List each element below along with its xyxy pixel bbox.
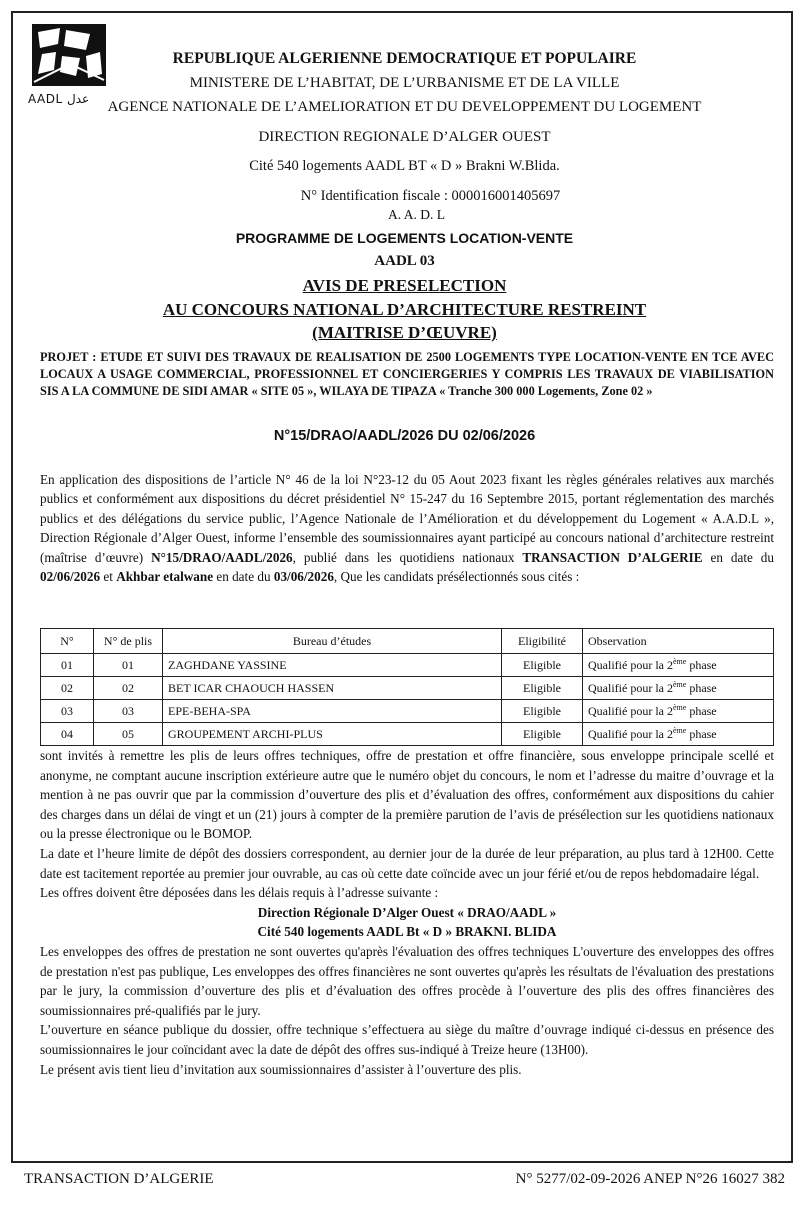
aadl-03-heading: AADL 03	[374, 253, 435, 269]
body-text	[40, 746, 774, 1079]
table-cell: BET ICAR CHAOUCH HASSEN	[163, 677, 502, 700]
deposit-address-line-2: Cité 540 logements AADL Bt « D » BRAKNI. BLIDA	[257, 924, 557, 940]
table-row	[41, 700, 774, 723]
table-header: Bureau d’études	[163, 629, 502, 654]
table-cell: 05	[94, 723, 163, 746]
table-row	[41, 723, 774, 746]
notice-subtitle-2: (MAITRISE D’ŒUVRE)	[312, 323, 497, 342]
table-header: Observation	[583, 629, 774, 654]
intro-paragraph: En application des dispositions de l’article N° 46 de la loi N°23-12 du 05 Aout 2023 fixant les règles générales relatives aux marchés publics et conformément aux dispositions du décret présidentiel N° 15-247 du 16 Septembre 2015, portant réglementation des marchés publics et des délégations du service public, l’Agence Nationale de l’Amélioration et du développement du Logement « A.A.D.L », Direction Régionale d’Alger Ouest, informe l’ensemble des soumissionnaires ayant participé au concours national d’architecture restreint (maîtrise d’œuvre) N°15/DRAO/AADL/2026, publié dans les quotidiens nationaux TRANSACTION D’ALGERIE en date du 02/06/2026 et Akhbar etalwane en date du 03/06/2026, Que les candidats présélectionnés sous cités :	[40, 472, 774, 585]
deposit-address-line-1: Direction Régionale D’Alger Ouest « DRAO/AADL »	[257, 904, 557, 920]
notice-subtitle: AU CONCOURS NATIONAL D’ARCHITECTURE RESTREINT	[162, 300, 647, 319]
table-header: N° de plis	[94, 629, 163, 654]
invitation-paragraph: sont invités à remettre les plis de leurs offres techniques, offre de prestation et offre financière, sous enveloppe principale scellé et anonyme, ne comptant aucune inscription extérieure autre que le numéro objet du concours, le nom et l’adresse du maitre d’ouvrage et la mention à ne pas ouvrir que par la commission d’ouverture des plis et d’évaluation des offres, conformément aux dispositions du cahier des charges dans un délai de vingt et un (21) jours à compter de la première parution de l’avis de présélection sur les quotidiens nationaux ou la presse électronique ou le BOMOP.	[40, 748, 774, 842]
table-cell: Qualifié pour la 2ème phase	[583, 723, 774, 746]
table-header-row	[41, 629, 774, 654]
opening-paragraph: Les enveloppes des offres de prestation ne sont ouvertes qu'après l'évaluation des offres techniques L'ouverture des enveloppes des offres de prestation n'est pas publique, Les enveloppes des offres financières ne sont ouvertes qu'après les résultats de l'évaluation des prestations par le jury, la commission d’ouverture des plis et d’évaluation des offres procède à l’ouverture des plis des offres financières des soumissionnaires pré-qualifiés par le jury.	[40, 943, 774, 1018]
logo-caption: AADL عدل	[28, 92, 90, 106]
table-cell: EPE-BEHA-SPA	[163, 700, 502, 723]
tax-id-line: N° Identification fiscale : 000016001405697	[300, 188, 561, 204]
table-cell: 04	[41, 723, 94, 746]
project-description: PROJET : ETUDE ET SUIVI DES TRAVAUX DE REALISATION DE 2500 LOGEMENTS TYPE LOCATION-VENTE EN TCE AVEC LOCAUX A USAGE COMMERCIAL, PROFESSIONNEL ET CONCIERGERIES Y COMPRIS LES TRAVAUX DE VIABILISATION SIS A LA COMMUNE DE SIDI AMAR « SITE 05 », WILAYA DE TIPAZA « Tranche 300 000 Logements, Zone 02 »	[40, 350, 774, 398]
table-row	[41, 654, 774, 677]
footer-reference: N° 5277/02-09-2026 ANEP N°26 16027 382	[515, 1171, 785, 1187]
notice-title: AVIS DE PRESELECTION	[302, 276, 507, 295]
ministry-heading: MINISTERE DE L’HABITAT, DE L’URBANISME ET DE LA VILLE	[189, 75, 620, 91]
table-cell: Qualifié pour la 2ème phase	[583, 677, 774, 700]
preselection-table	[40, 628, 774, 746]
table-row	[41, 677, 774, 700]
aadl-initials: A. A. D. L	[388, 207, 445, 222]
table-cell: Eligible	[502, 654, 583, 677]
table-cell: Eligible	[502, 677, 583, 700]
agency-heading: AGENCE NATIONALE DE L’AMELIORATION ET DU DEVELOPPEMENT DU LOGEMENT	[107, 99, 702, 115]
republic-heading: REPUBLIQUE ALGERIENNE DEMOCRATIQUE ET POPULAIRE	[172, 50, 637, 67]
table-cell: 01	[41, 654, 94, 677]
table-cell: Qualifié pour la 2ème phase	[583, 700, 774, 723]
notice-reference: N°15/DRAO/AADL/2026 DU 02/06/2026	[273, 428, 536, 444]
public-session-paragraph: L’ouverture en séance publique du dossier, offre technique s’effectuera au siège du maître d’ouvrage indiqué ci-dessus en présence des soumissionnaires le jour coïncidant avec la date de dépôt des offres sus-indiqué à Treize heure (13H00).	[40, 1022, 774, 1057]
footer-newspaper: TRANSACTION D’ALGERIE	[24, 1171, 214, 1187]
table-cell: GROUPEMENT ARCHI-PLUS	[163, 723, 502, 746]
table-cell: 03	[41, 700, 94, 723]
table-cell: ZAGHDANE YASSINE	[163, 654, 502, 677]
address-line: Cité 540 logements AADL BT « D » Brakni W.Blida.	[249, 158, 560, 174]
table-cell: Eligible	[502, 723, 583, 746]
deadline-paragraph: La date et l’heure limite de dépôt des dossiers correspondent, au dernier jour de la durée de leur préparation, au plus tard à 12H00. Cette date est tacitement reportée au premier jour ouvrable, au cas où cette date coïncide avec un jour férié et/ou de repos hebdomadaire légal.	[40, 845, 774, 881]
programme-heading: PROGRAMME DE LOGEMENTS LOCATION-VENTE	[235, 230, 574, 246]
table-header: N°	[41, 629, 94, 654]
table-cell: 01	[94, 654, 163, 677]
table-cell: 02	[94, 677, 163, 700]
table-cell: 02	[41, 677, 94, 700]
table-header: Eligibilité	[502, 629, 583, 654]
deposit-paragraph: Les offres doivent être déposées dans les délais requis à l’adresse suivante :	[40, 885, 439, 901]
direction-heading: DIRECTION REGIONALE D’ALGER OUEST	[258, 129, 551, 145]
closing-paragraph: Le présent avis tient lieu d’invitation aux soumissionnaires d’assister à l’ouverture des plis.	[40, 1061, 522, 1077]
table-cell: Eligible	[502, 700, 583, 723]
table-cell: 03	[94, 700, 163, 723]
table-cell: Qualifié pour la 2ème phase	[583, 654, 774, 677]
